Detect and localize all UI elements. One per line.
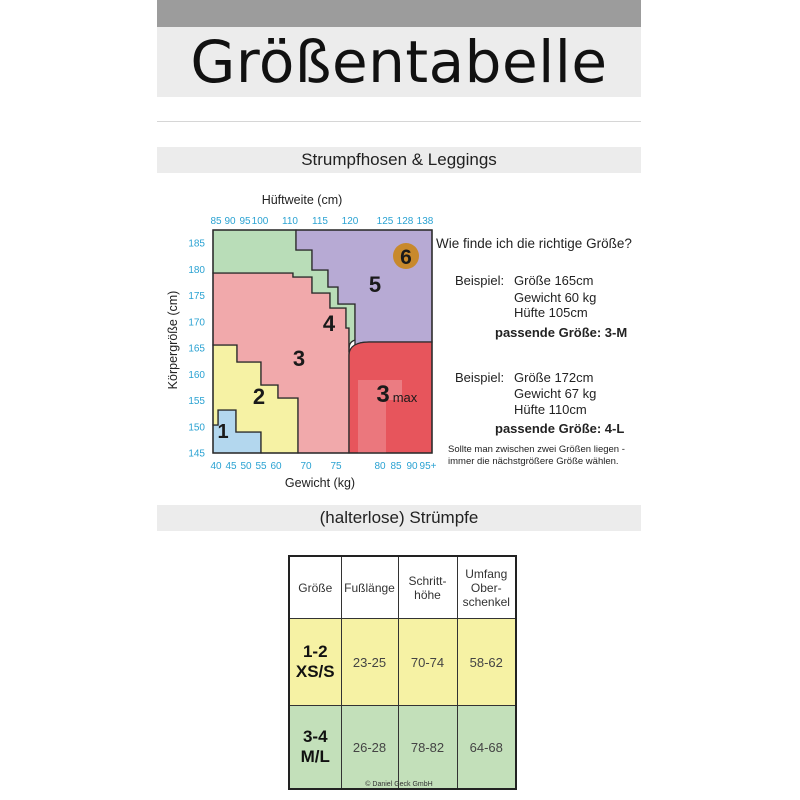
example1-label: Beispiel: (455, 273, 505, 288)
weight-tick-label: 40 (210, 461, 222, 472)
weight-tick-label: 45 (225, 461, 237, 472)
hip-tick-label: 90 (224, 216, 236, 227)
table-header: Fußlänge (341, 556, 398, 619)
height-axis-title: Körpergröße (cm) (166, 290, 180, 390)
size-cell: 1-2 XS/S (289, 619, 341, 706)
example1-line: Hüfte 105cm (514, 305, 588, 320)
example1-line: Größe 165cm (514, 273, 594, 288)
height-tick-label: 185 (188, 238, 205, 250)
example2-line: Gewicht 67 kg (514, 386, 597, 401)
height-tick-label: 170 (188, 317, 205, 329)
table-header: Umfang Ober- schenkel (457, 556, 516, 619)
hip-tick-label: 100 (251, 216, 269, 227)
example2-label: Beispiel: (455, 370, 505, 385)
height-tick-label: 150 (188, 422, 205, 434)
table-header-row (289, 556, 516, 619)
size-6-badge-label: 6 (400, 246, 412, 269)
size-label: 4 (322, 311, 336, 336)
hip-tick-label: 120 (341, 216, 359, 227)
section-title-tights: Strumpfhosen & Leggings (301, 150, 497, 169)
title-divider (157, 121, 641, 122)
weight-tick-label: 60 (270, 461, 282, 472)
example2-line: Hüfte 110cm (514, 402, 587, 417)
hip-tick-label: 138 (416, 216, 434, 227)
hip-tick-label: 125 (376, 216, 394, 227)
table-header: Größe (289, 556, 341, 619)
value-cell: 64-68 (457, 706, 516, 790)
weight-tick-label: 80 (374, 461, 386, 472)
value-cell: 70-74 (398, 619, 457, 706)
hip-tick-label: 95 (239, 216, 251, 227)
section-title-stockings: (halterlose) Strümpfe (319, 508, 479, 527)
weight-tick-label: 75 (330, 461, 342, 472)
size-note: immer die nächstgrößere Größe wählen. (448, 456, 619, 467)
weight-tick-label: 55 (255, 461, 267, 472)
weight-tick-label: 70 (300, 461, 312, 472)
weight-tick-label: 90 (406, 461, 418, 472)
height-tick-label: 145 (188, 448, 205, 460)
hip-tick-label: 110 (282, 216, 298, 227)
help-question: Wie finde ich die richtige Größe? (436, 236, 632, 251)
table-header: Schritt- höhe (398, 556, 457, 619)
size-label: 1 (217, 421, 229, 443)
example1-result: passende Größe: 3-M (495, 325, 628, 340)
example2-result: passende Größe: 4-L (495, 421, 625, 436)
height-tick-label: 160 (188, 369, 205, 381)
weight-axis-title: Gewicht (kg) (284, 476, 356, 490)
size-chart-sheet (157, 0, 641, 800)
hip-axis-title: Hüftweite (cm) (261, 193, 343, 207)
height-tick-label: 165 (188, 343, 205, 355)
size-label: 3 (292, 346, 306, 371)
hip-tick-label: 128 (396, 216, 414, 227)
value-cell: 26-28 (341, 706, 398, 790)
size-note: Sollte man zwischen zwei Größen liegen - (448, 444, 625, 455)
value-cell: 78-82 (398, 706, 457, 790)
value-cell: 58-62 (457, 619, 516, 706)
copyright: © Daniel Geck GmbH (365, 781, 433, 788)
stocking-size-table (288, 555, 517, 790)
height-tick-label: 155 (188, 396, 205, 407)
page-title: Größentabelle (190, 28, 608, 96)
example1-line: Gewicht 60 kg (514, 290, 597, 305)
size-label-sub: max (392, 390, 418, 405)
size-label: 3 (376, 381, 390, 408)
value-cell: 23-25 (341, 619, 398, 706)
size-cell: 3-4 M/L (289, 706, 341, 790)
size-label: 2 (252, 384, 266, 409)
example2-line: Größe 172cm (514, 370, 594, 385)
table-row (289, 706, 516, 790)
table-row (289, 619, 516, 706)
top-bar (157, 0, 641, 27)
weight-tick-label: 85 (390, 461, 402, 472)
weight-tick-label: 50 (240, 461, 252, 472)
height-tick-label: 175 (188, 291, 205, 302)
hip-tick-label: 85 (210, 216, 222, 227)
weight-tick-label: 95+ (419, 461, 437, 472)
height-tick-label: 180 (188, 264, 205, 276)
size-label: 5 (368, 272, 382, 297)
hip-tick-label: 115 (312, 216, 328, 227)
